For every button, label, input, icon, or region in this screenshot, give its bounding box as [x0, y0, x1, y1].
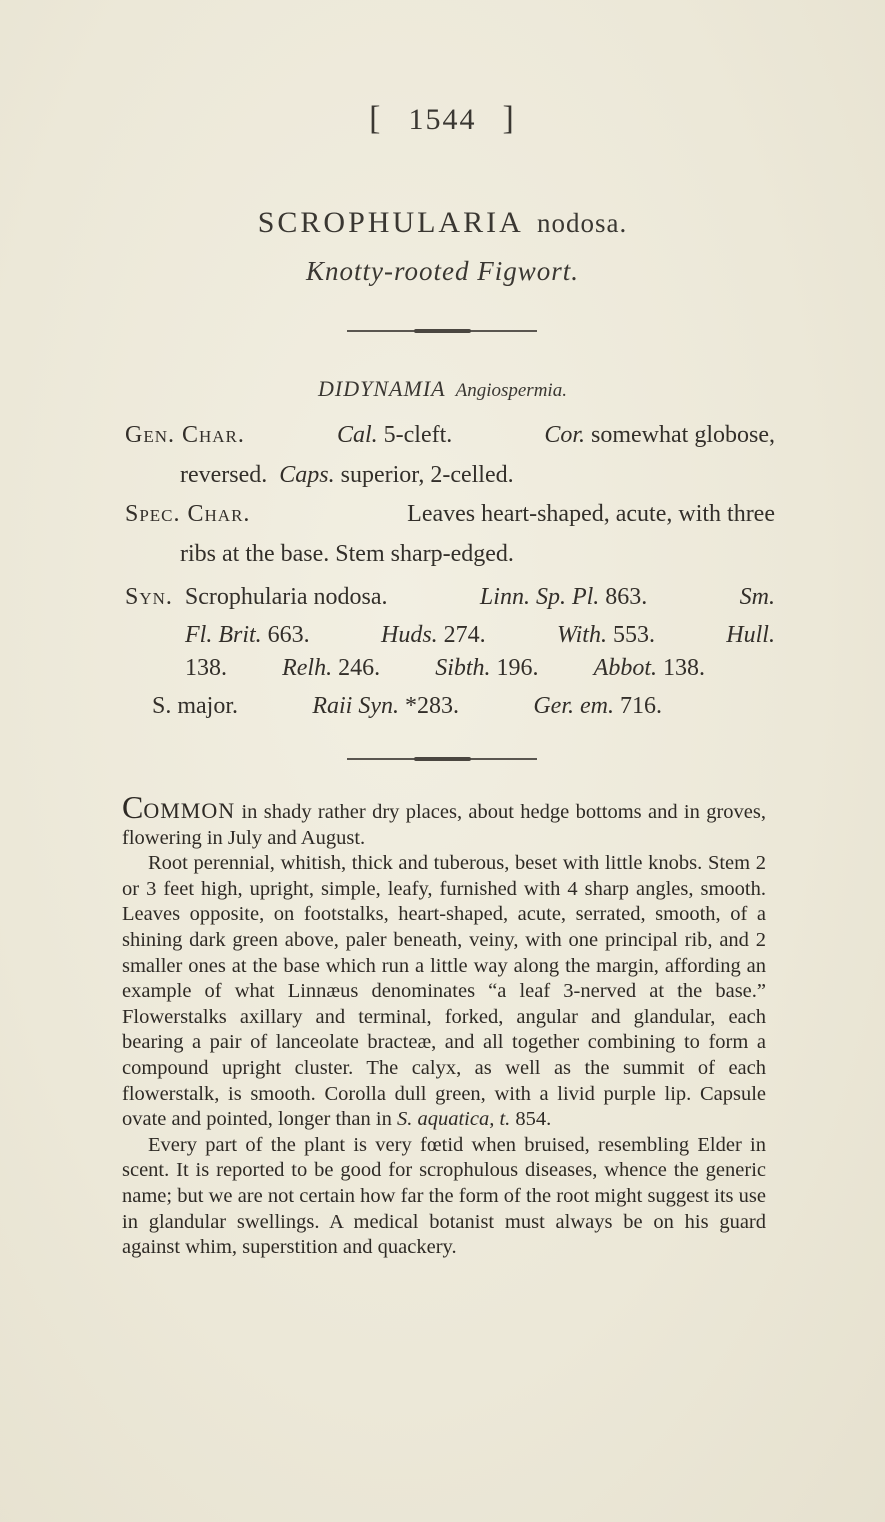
syn-page: 246. — [338, 655, 381, 681]
caps-label: Caps. — [279, 462, 335, 488]
syn-ref: Fl. Brit. — [185, 622, 262, 648]
syn-ref: With. — [556, 622, 607, 648]
page-number: 1544 — [408, 103, 477, 136]
syn-ref: Raii Syn. — [312, 693, 399, 719]
ornamental-rule-top — [347, 330, 537, 332]
generic-character-line-2 — [180, 455, 514, 495]
cal-text: 5-cleft. — [383, 422, 453, 448]
syn-page: 138. — [662, 655, 705, 681]
gen-char-label: Gen. Char. — [125, 422, 245, 448]
cal-label: Cal. — [336, 422, 378, 448]
syn-ref: Hull. — [726, 622, 775, 648]
syn-name: Scrophularia nodosa. — [184, 584, 388, 610]
syn-page: 553. — [612, 622, 655, 648]
specific-character-line-2: ribs at the base. Stem sharp-edged. — [180, 541, 514, 567]
paragraph-text: Root perennial, whitish, thick and tuberous, beset with little knobs. Stem 2 or 3 feet high, upright, simple, leafy, furnished with 4 sharp angles, smooth. Leaves opposite, on footstalks, heart-shaped, acute, serrated, smooth, of a shining dark green above, paler beneath, veiny, with one principal rib, and 2 smaller ones at the base which run a little way along the margin, affording an example of what Linnæus denominates “a leaf 3-nerved at the base.” Flowerstalks axillary and terminal, forked, angular and glandular, each bearing a pair of lanceolate bracteæ, and all together combining to form a compound upright cluster. The calyx, as well as the summit of each flowerstalk, is smooth. Corolla dull green, with a livid purple lip. Capsule ovate and pointed, longer than in — [122, 852, 766, 1131]
syn-ref: Sibth. — [435, 655, 491, 681]
syn-page: 274. — [443, 622, 486, 648]
description-paragraph — [122, 789, 766, 851]
syn-page: 663. — [267, 622, 310, 648]
ornamental-rule-bottom — [347, 758, 537, 760]
syn-page: 863. — [605, 584, 648, 610]
order-name: Angiospermia. — [455, 380, 567, 401]
syn-ref: Abbot. — [593, 655, 657, 681]
cap-word: OMMON — [143, 798, 236, 823]
syn-page: *283. — [405, 693, 459, 719]
syn-page: 138. — [185, 655, 227, 681]
description-paragraph — [122, 851, 766, 1133]
cross-reference-plate: 854. — [510, 1108, 552, 1131]
common-name: Knotty-rooted Figwort. — [306, 256, 579, 286]
syn-label: Syn. — [125, 584, 173, 610]
syn-ref: Ger. em. — [533, 693, 614, 719]
paragraph-text: in shady rather dry places, about hedge bottoms and in groves, flowering in July and August. — [122, 801, 766, 849]
page-number-header — [0, 100, 885, 138]
genus-name: SCROPHULARIA — [257, 206, 524, 239]
plant-title — [0, 206, 885, 240]
bracket-close: ] — [502, 100, 516, 137]
syn-ref: Linn. Sp. Pl. — [479, 584, 600, 610]
species-name: nodosa. — [537, 208, 628, 238]
spec-char-label: Spec. Char. — [125, 501, 251, 527]
description-text — [122, 789, 766, 1261]
specific-character-line-1 — [125, 494, 775, 534]
drop-cap: C — [122, 789, 144, 825]
syn-ref: Sm. — [739, 584, 775, 610]
bracket-open: [ — [369, 100, 383, 137]
syn-page: 716. — [619, 693, 662, 719]
syn-ref: Huds. — [380, 622, 438, 648]
paragraph-text: Every part of the plant is very fœtid when bruised, resembling Elder in scent. It is reported to be good for scrophulous diseases, whence the generic name; but we are not certain how far the form of the root might suggest its use in glandular swellings. A medical botanist must always be on his guard against whim, superstition and quackery. — [122, 1133, 766, 1259]
class-name: DIDYNAMIA — [318, 376, 446, 401]
syn-page: 196. — [496, 655, 539, 681]
description-paragraph — [122, 1133, 766, 1261]
syn-ref: Relh. — [282, 655, 333, 681]
caps-text: superior, 2-celled. — [340, 462, 514, 488]
cor-label: Cor. — [544, 422, 585, 448]
cor-text: somewhat globose, — [591, 422, 775, 448]
linnaean-classification — [0, 376, 885, 402]
synonyms-line-3 — [185, 648, 705, 688]
syn-name: S. major. — [152, 693, 239, 719]
cross-reference: S. aquatica, t. — [396, 1108, 511, 1131]
gen-char-line2: reversed. — [180, 462, 268, 488]
synonyms-line-1 — [125, 577, 775, 617]
generic-character-line-1 — [125, 415, 775, 455]
synonyms-line-4 — [152, 686, 662, 726]
spec-char-line1: Leaves heart-shaped, acute, with three — [407, 501, 775, 527]
